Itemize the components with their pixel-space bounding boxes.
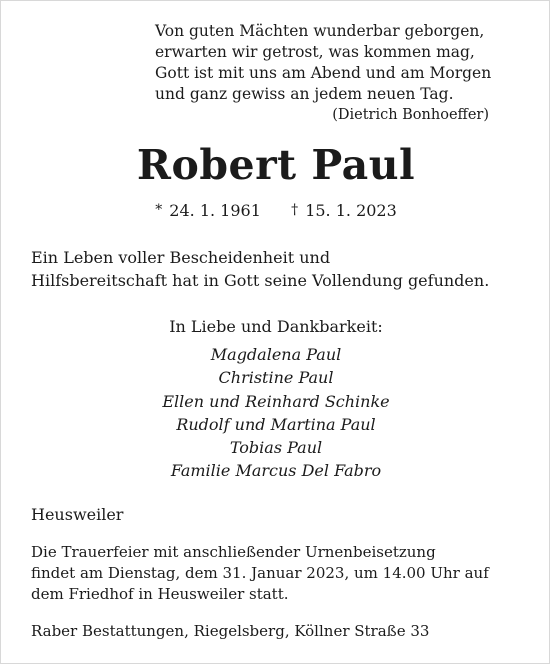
birth-date: 24. 1. 1961 bbox=[169, 201, 261, 220]
death-cross-icon: † bbox=[291, 202, 299, 218]
birth-star-icon: * bbox=[155, 202, 163, 218]
poem-line: und ganz gewiss an jedem neuen Tag. bbox=[155, 85, 454, 103]
mourner-name: Christine Paul bbox=[218, 368, 334, 388]
ceremony-line: Die Trauerfeier mit anschließender Urnenbeisetzung bbox=[31, 543, 436, 561]
poem-line: erwarten wir getrost, was kommen mag, bbox=[155, 43, 475, 61]
undertaker-info: Raber Bestattungen, Riegelsberg, Köllner Straße 33 bbox=[31, 622, 430, 640]
poem-author: (Dietrich Bonhoeffer) bbox=[332, 107, 489, 123]
mourner-name: Rudolf und Martina Paul bbox=[176, 414, 376, 434]
poem-line: Gott ist mit uns am Abend und am Morgen bbox=[155, 64, 492, 82]
tribute-line: Ein Leben voller Bescheidenheit und bbox=[31, 248, 331, 267]
ceremony-info bbox=[31, 542, 531, 605]
poem-line: Von guten Mächten wunderbar geborgen, bbox=[155, 22, 485, 40]
mourner-name: Tobias Paul bbox=[229, 438, 323, 458]
mourner-name: Ellen und Reinhard Schinke bbox=[162, 391, 390, 411]
deceased-name: Robert Paul bbox=[136, 141, 416, 189]
tribute-text bbox=[31, 246, 531, 292]
death-date: 15. 1. 2023 bbox=[305, 201, 397, 220]
mourner-name: Magdalena Paul bbox=[210, 345, 342, 364]
mourner-name: Familie Marcus Del Fabro bbox=[170, 461, 382, 481]
life-dates bbox=[1, 199, 550, 222]
tribute-line: Hilfsbereitschaft hat in Gott seine Vollendung gefunden. bbox=[31, 271, 490, 290]
ceremony-line: dem Friedhof in Heusweiler statt. bbox=[31, 585, 289, 603]
signoff-heading: In Liebe und Dankbarkeit: bbox=[169, 317, 383, 336]
ceremony-line: findet am Dienstag, dem 31. Januar 2023, um 14.00 Uhr auf bbox=[31, 564, 489, 582]
mourners-list bbox=[1, 343, 550, 483]
poem-quote bbox=[155, 21, 515, 126]
place-name: Heusweiler bbox=[31, 505, 124, 524]
